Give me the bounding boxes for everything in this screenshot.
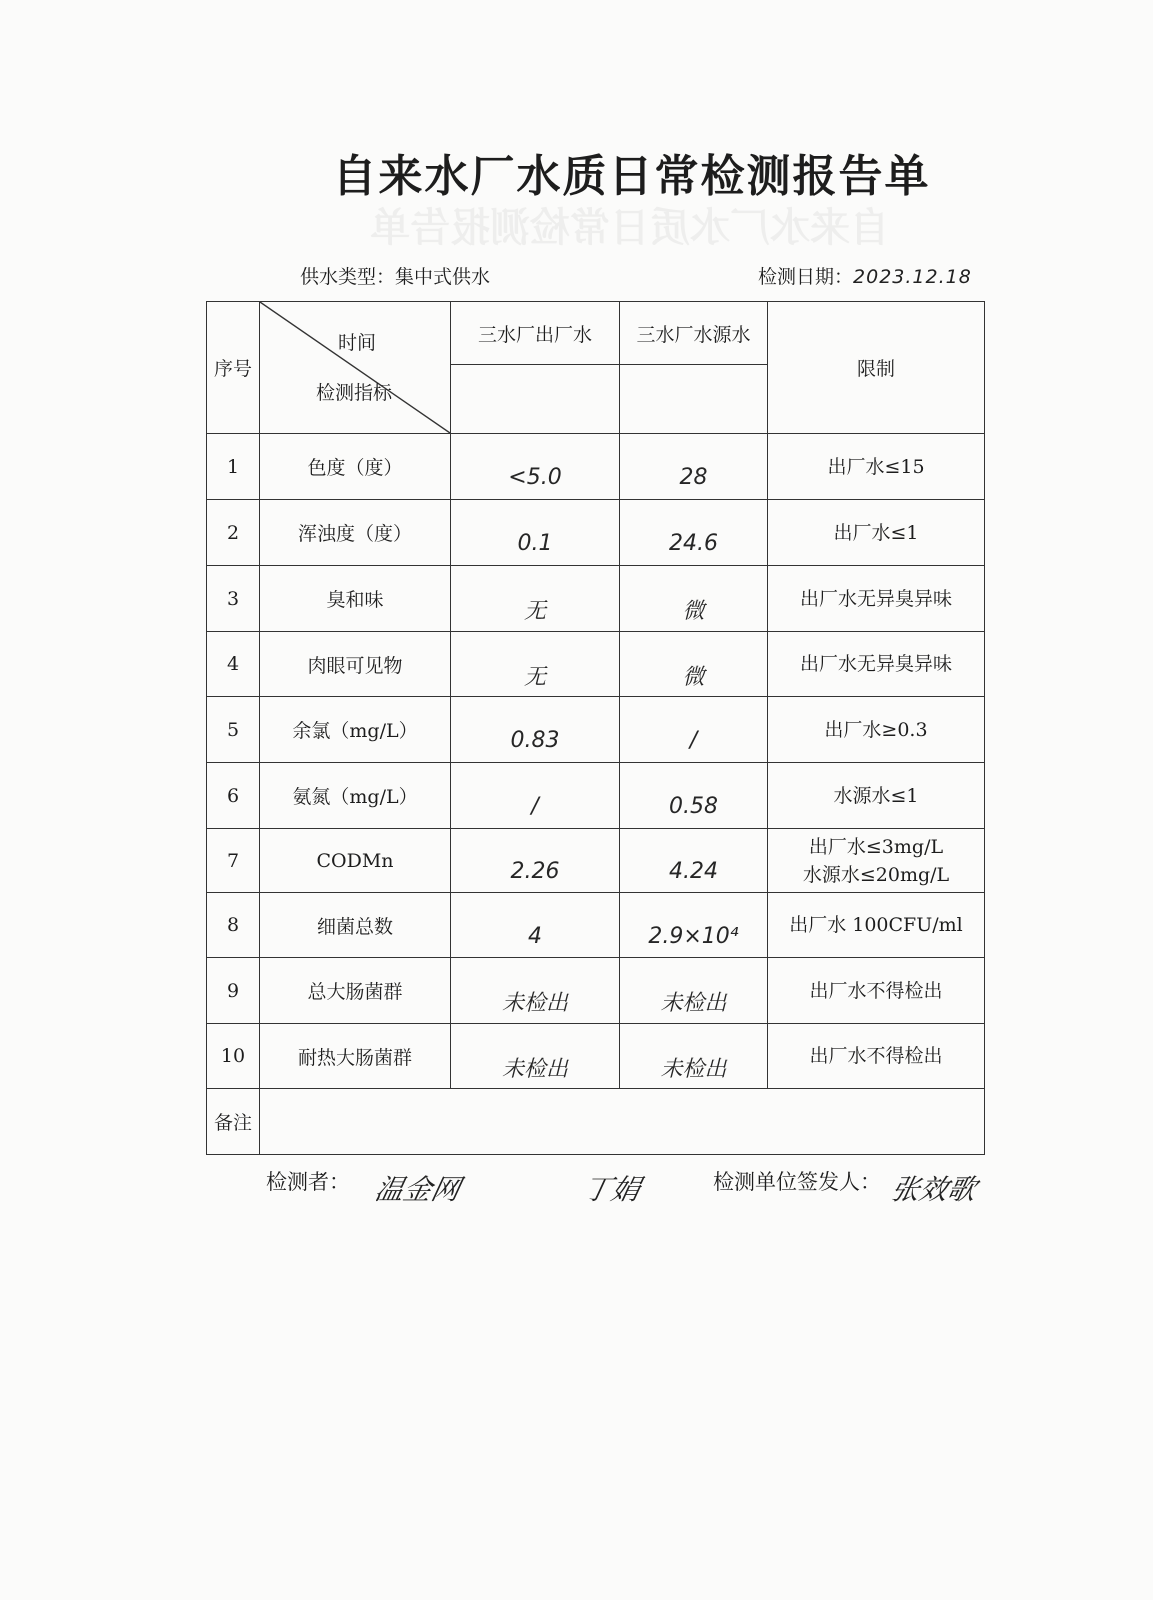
row-indicator: 余氯（mg/L） xyxy=(260,697,451,763)
row-indicator: 耐热大肠菌群 xyxy=(260,1024,451,1089)
row-value-source-text: 未检出 xyxy=(660,1056,727,1082)
row-limit-text: 出厂水不得检出 xyxy=(809,1045,943,1067)
row-value-effluent-text: 无 xyxy=(523,664,546,690)
row-value-effluent xyxy=(451,763,620,829)
row-number: 1 xyxy=(207,434,260,500)
table-row xyxy=(207,434,985,500)
row-indicator: 臭和味 xyxy=(260,566,451,632)
row-number: 5 xyxy=(207,697,260,763)
header-limit: 限制 xyxy=(768,302,985,434)
row-value-source xyxy=(620,434,768,500)
header-col2: 三水厂水源水 xyxy=(620,302,768,365)
header-indicator: 检测指标 xyxy=(316,382,393,404)
page-title: 自来水厂水质日常检测报告单 xyxy=(332,151,931,202)
row-limit xyxy=(768,958,985,1024)
row-indicator: 色度（度） xyxy=(260,434,451,500)
row-value-source xyxy=(620,829,768,893)
row-number: 3 xyxy=(207,566,260,632)
row-value-source xyxy=(620,763,768,829)
table-row xyxy=(207,763,985,829)
row-value-effluent xyxy=(451,1024,620,1089)
row-limit xyxy=(768,566,985,632)
row-limit-text: 水源水≤1 xyxy=(833,784,919,807)
table-row xyxy=(207,893,985,958)
row-number: 2 xyxy=(207,500,260,566)
row-value-source xyxy=(620,566,768,632)
remarks-label: 备注 xyxy=(207,1089,260,1155)
row-number: 7 xyxy=(207,829,260,893)
row-limit-text: 出厂水≤15 xyxy=(827,455,925,478)
row-limit-text: 出厂水≤3mg/L xyxy=(808,835,944,858)
row-value-source xyxy=(620,958,768,1024)
header-time: 时间 xyxy=(338,332,377,354)
table-row xyxy=(207,829,985,893)
row-value-source-text: 微 xyxy=(682,599,705,624)
row-value-source xyxy=(620,697,768,763)
row-limit xyxy=(768,829,985,893)
header-col2-blank xyxy=(620,365,768,434)
row-indicator: 氨氮（mg/L） xyxy=(260,763,451,829)
row-number: 4 xyxy=(207,632,260,697)
row-value-effluent-text: <5.0 xyxy=(508,465,562,490)
issuer-signature: 张效歌 xyxy=(888,1173,980,1206)
table-row xyxy=(207,697,985,763)
row-value-source-text: 微 xyxy=(682,664,705,690)
date-label: 检测日期： xyxy=(758,266,854,288)
row-value-effluent xyxy=(451,500,620,566)
row-number: 8 xyxy=(207,893,260,958)
table-row xyxy=(207,566,985,632)
row-value-source-text: 4.24 xyxy=(669,859,718,884)
row-limit xyxy=(768,632,985,697)
row-value-effluent-text: 无 xyxy=(523,599,546,624)
row-indicator: CODMn xyxy=(260,829,451,893)
header-col1: 三水厂出厂水 xyxy=(451,302,620,365)
row-value-effluent xyxy=(451,893,620,958)
row-value-source-text: 2.9×10⁴ xyxy=(648,923,739,949)
row-indicator: 浑浊度（度） xyxy=(260,500,451,566)
table-row xyxy=(207,1024,985,1089)
table-body xyxy=(207,434,985,1089)
date-field xyxy=(758,262,972,289)
header-seq: 序号 xyxy=(207,302,260,434)
row-value-effluent xyxy=(451,434,620,500)
report-table xyxy=(206,301,985,1155)
diagonal-line xyxy=(260,302,450,433)
row-value-effluent xyxy=(451,829,620,893)
tester-label: 检测者： xyxy=(266,1170,350,1194)
tester-signature-2: 丁娟 xyxy=(580,1173,644,1206)
table-row xyxy=(207,958,985,1024)
bleed-through-decoration: 自来水厂水质日常检测报告单 xyxy=(370,205,890,251)
date-value: 2023.12.18 xyxy=(853,266,972,288)
row-value-effluent xyxy=(451,697,620,763)
header-col1-blank xyxy=(451,365,620,434)
row-limit-text-2: 水源水≤20mg/L xyxy=(802,863,950,886)
row-value-source-text: 0.58 xyxy=(669,794,718,819)
row-limit-text: 出厂水≥0.3 xyxy=(824,718,928,741)
row-value-effluent xyxy=(451,958,620,1024)
row-limit xyxy=(768,697,985,763)
row-number: 9 xyxy=(207,958,260,1024)
row-limit xyxy=(768,763,985,829)
row-value-source-text: / xyxy=(689,728,698,753)
row-value-effluent-text: / xyxy=(531,794,539,819)
row-value-effluent-text: 未检出 xyxy=(501,991,568,1016)
row-limit-text: 出厂水无异臭异味 xyxy=(799,587,952,610)
row-value-source xyxy=(620,1024,768,1089)
row-value-source xyxy=(620,632,768,697)
row-value-effluent-text: 4 xyxy=(528,923,542,949)
row-value-source xyxy=(620,500,768,566)
row-indicator: 细菌总数 xyxy=(260,893,451,958)
row-number: 10 xyxy=(207,1024,260,1089)
row-limit xyxy=(768,434,985,500)
row-indicator: 总大肠菌群 xyxy=(260,958,451,1024)
row-value-effluent xyxy=(451,566,620,632)
row-limit-text: 出厂水不得检出 xyxy=(809,979,943,1002)
row-limit xyxy=(768,500,985,566)
issuer-label: 检测单位签发人： xyxy=(713,1170,881,1194)
table-row xyxy=(207,500,985,566)
row-number: 6 xyxy=(207,763,260,829)
table-row xyxy=(207,632,985,697)
row-limit-text: 出厂水≤1 xyxy=(833,521,919,544)
remarks-value xyxy=(260,1089,985,1155)
row-value-source xyxy=(620,893,768,958)
row-limit xyxy=(768,1024,985,1089)
row-limit-text: 出厂水无异臭异味 xyxy=(799,653,952,675)
row-value-effluent-text: 0.83 xyxy=(510,728,560,753)
row-value-source-text: 28 xyxy=(679,465,708,490)
row-value-effluent-text: 未检出 xyxy=(501,1056,568,1082)
row-value-source-text: 24.6 xyxy=(669,531,718,556)
row-limit xyxy=(768,893,985,958)
tester-signature-1: 温金网 xyxy=(372,1173,464,1206)
row-value-effluent-text: 2.26 xyxy=(510,859,560,884)
header-diagonal xyxy=(260,302,451,434)
row-value-source-text: 未检出 xyxy=(660,991,727,1016)
row-indicator: 肉眼可见物 xyxy=(260,632,451,697)
row-value-effluent-text: 0.1 xyxy=(517,531,553,556)
row-value-effluent xyxy=(451,632,620,697)
supply-type: 供水类型：集中式供水 xyxy=(300,266,491,288)
row-limit-text: 出厂水 100CFU/ml xyxy=(789,914,963,936)
